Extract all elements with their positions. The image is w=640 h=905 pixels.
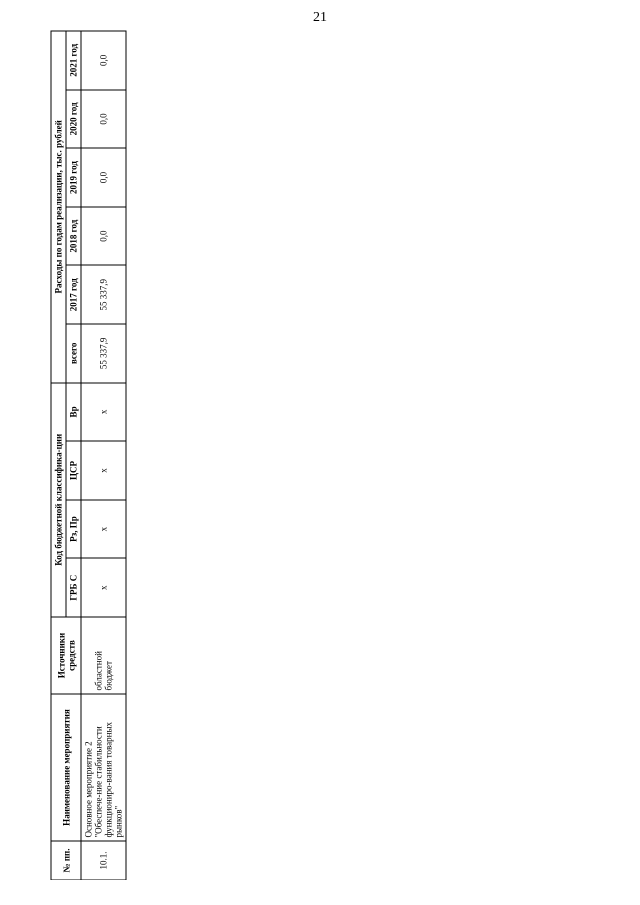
cell-source: областной бюджет [81,617,126,694]
cell-total: 55 337,9 [81,324,126,383]
cell-name: Основное мероприятие 2 "Обеспече-ние стабильности функциониро-вания товарных рынков" [81,694,126,841]
cell-rzpr: x [81,499,126,558]
col-csr: ЦСР [66,441,81,500]
col-2019: 2019 год [66,148,81,207]
cell-2017: 55 337,9 [81,265,126,324]
col-sources: Источники средств [51,617,81,694]
cell-csr: x [81,441,126,500]
cell-2021: 0,0 [81,31,126,90]
cell-2018: 0,0 [81,206,126,265]
col-2020: 2020 год [66,89,81,148]
col-2017: 2017 год [66,265,81,324]
cell-2019: 0,0 [81,148,126,207]
col-2021: 2021 год [66,31,81,90]
col-expenses: Расходы по годам реализации, тыс. рублей [51,31,66,383]
budget-table [50,30,126,880]
cell-vr: x [81,382,126,441]
col-num: № пп. [51,841,81,880]
col-grbs: ГРБ С [66,558,81,617]
table-row [81,31,126,880]
col-total: всего [66,324,81,383]
rotated-sheet [50,30,625,880]
col-rzpr: Рз, Пр [66,499,81,558]
cell-2020: 0,0 [81,89,126,148]
col-code: Код бюджетной классифика-ции [51,382,66,616]
page-number: 21 [313,10,327,25]
cell-num: 10.1. [81,841,126,880]
header-row [51,31,66,880]
cell-grbs: x [81,558,126,617]
table-frame [50,30,625,880]
col-name: Наименование мероприятия [51,694,81,841]
col-2018: 2018 год [66,206,81,265]
col-vr: Вр [66,382,81,441]
